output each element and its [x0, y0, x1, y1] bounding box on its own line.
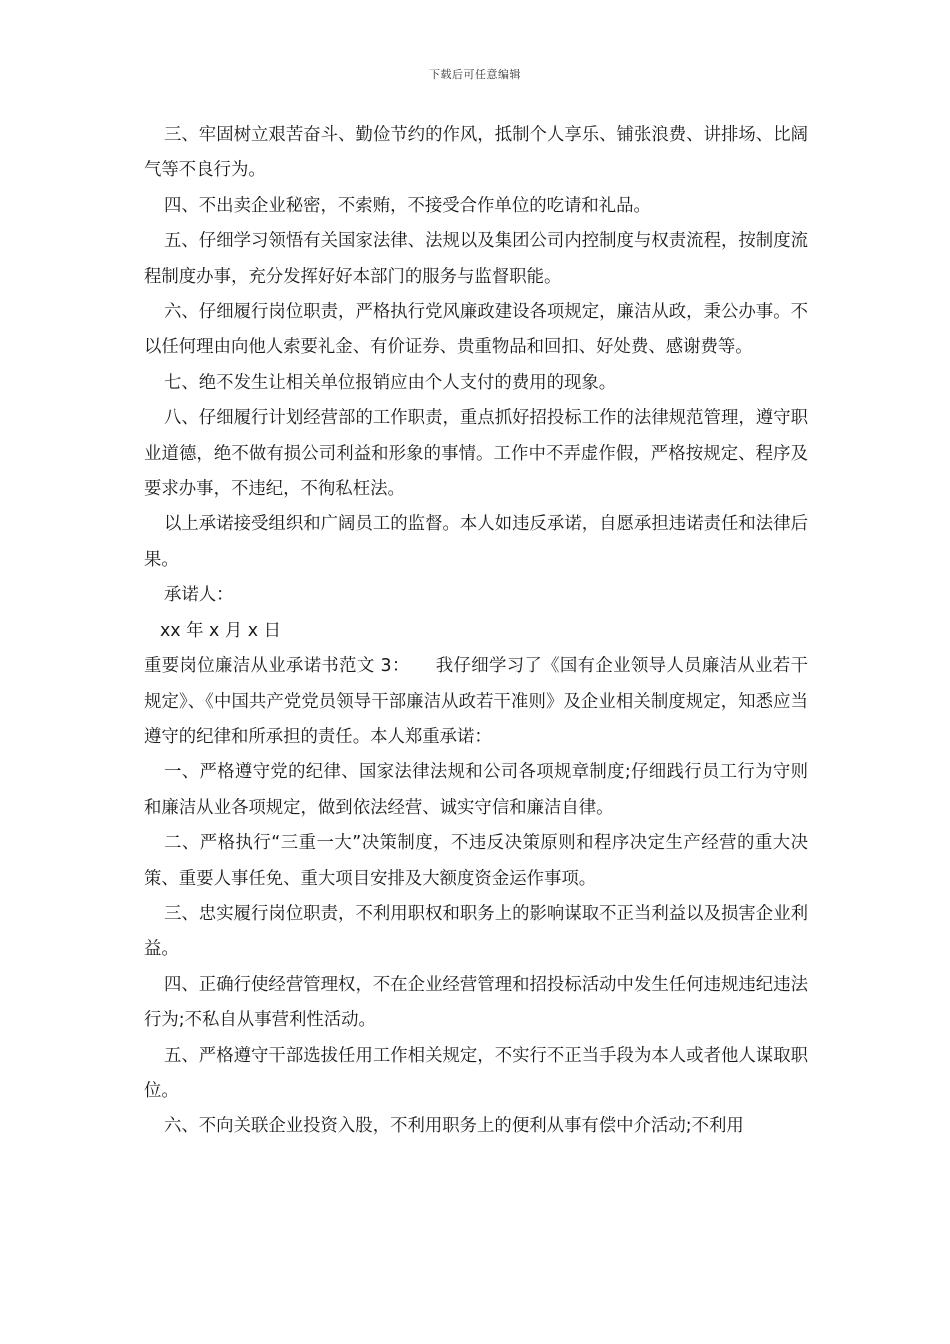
section-3-heading: [144, 649, 808, 755]
pledge-2: 二、严格执行“三重一大”决策制度，不违反决策原则和程序决定生产经营的重大决策、重要人事任免、重大项目安排及大额度资金运作事项。: [144, 833, 808, 889]
section-3-intro: 我仔细学习了《国有企业领导人员廉洁从业若干规定》、《中国共产党党员领导干部廉洁从政若干准则》及企业相关制度规定，知悉应当遵守的纪律和所承担的责任。本人郑重承诺：: [144, 656, 808, 747]
closing-paragraph: 以上承诺接受组织和广阔员工的监督。本人如违反承诺，自愿承担违诺责任和法律后果。: [144, 514, 808, 570]
section-3-title: 重要岗位廉洁从业承诺书范文 3：: [144, 656, 410, 677]
page-header-note: 下载后可任意编辑: [429, 68, 521, 81]
paragraph-5: 五、仔细学习领悟有关国家法律、法规以及集团公司内控制度与权责流程，按制度流程制度办事，充分发挥好好本部门的服务与监督职能。: [144, 231, 808, 287]
pledge-4: 四、正确行使经营管理权，不在企业经营管理和招投标活动中发生任何违规违纪违法行为;不私自从事营利性活动。: [144, 974, 808, 1031]
signature-label: 承诺人：: [164, 585, 234, 606]
paragraph-8: 八、仔细履行计划经营部的工作职责，重点抓好招投标工作的法律规范管理，遵守职业道德，绝不做有损公司利益和形象的事情。工作中不弄虚作假，严格按规定、程序及要求办事，不违纪，不徇私枉法。: [144, 408, 808, 500]
paragraph-6: 六、仔细履行岗位职责，严格执行党风廉政建设各项规定，廉洁从政，秉公办事。不以任何理由向他人索要礼金、有价证券、贵重物品和回扣、好处费、感谢费等。: [144, 302, 808, 358]
paragraph-3: 三、牢固树立艰苦奋斗、勤俭节约的作风，抵制个人享乐、铺张浪费、讲排场、比阔气等不良行为。: [144, 125, 808, 181]
document-body: [144, 118, 808, 1145]
pledge-6: 六、不向关联企业投资入股，不利用职务上的便利从事有偿中介活动;不利用: [164, 1116, 744, 1137]
pledge-1: 一、严格遵守党的纪律、国家法律法规和公司各项规章制度;仔细践行员工行为守则和廉洁从业各项规定，做到依法经营、诚实守信和廉洁自律。: [144, 762, 808, 818]
paragraph-7: 七、绝不发生让相关单位报销应由个人支付的费用的现象。: [164, 372, 617, 393]
pledge-5: 五、严格遵守干部选拔任用工作相关规定，不实行不正当手段为本人或者他人谋取职位。: [144, 1045, 808, 1101]
signature-date: xx 年 x 月 x 日: [160, 620, 281, 641]
paragraph-4: 四、不出卖企业秘密，不索贿，不接受合作单位的吃请和礼品。: [164, 195, 651, 216]
pledge-3: 三、忠实履行岗位职责，不利用职权和职务上的影响谋取不正当利益以及损害企业利益。: [144, 903, 808, 960]
